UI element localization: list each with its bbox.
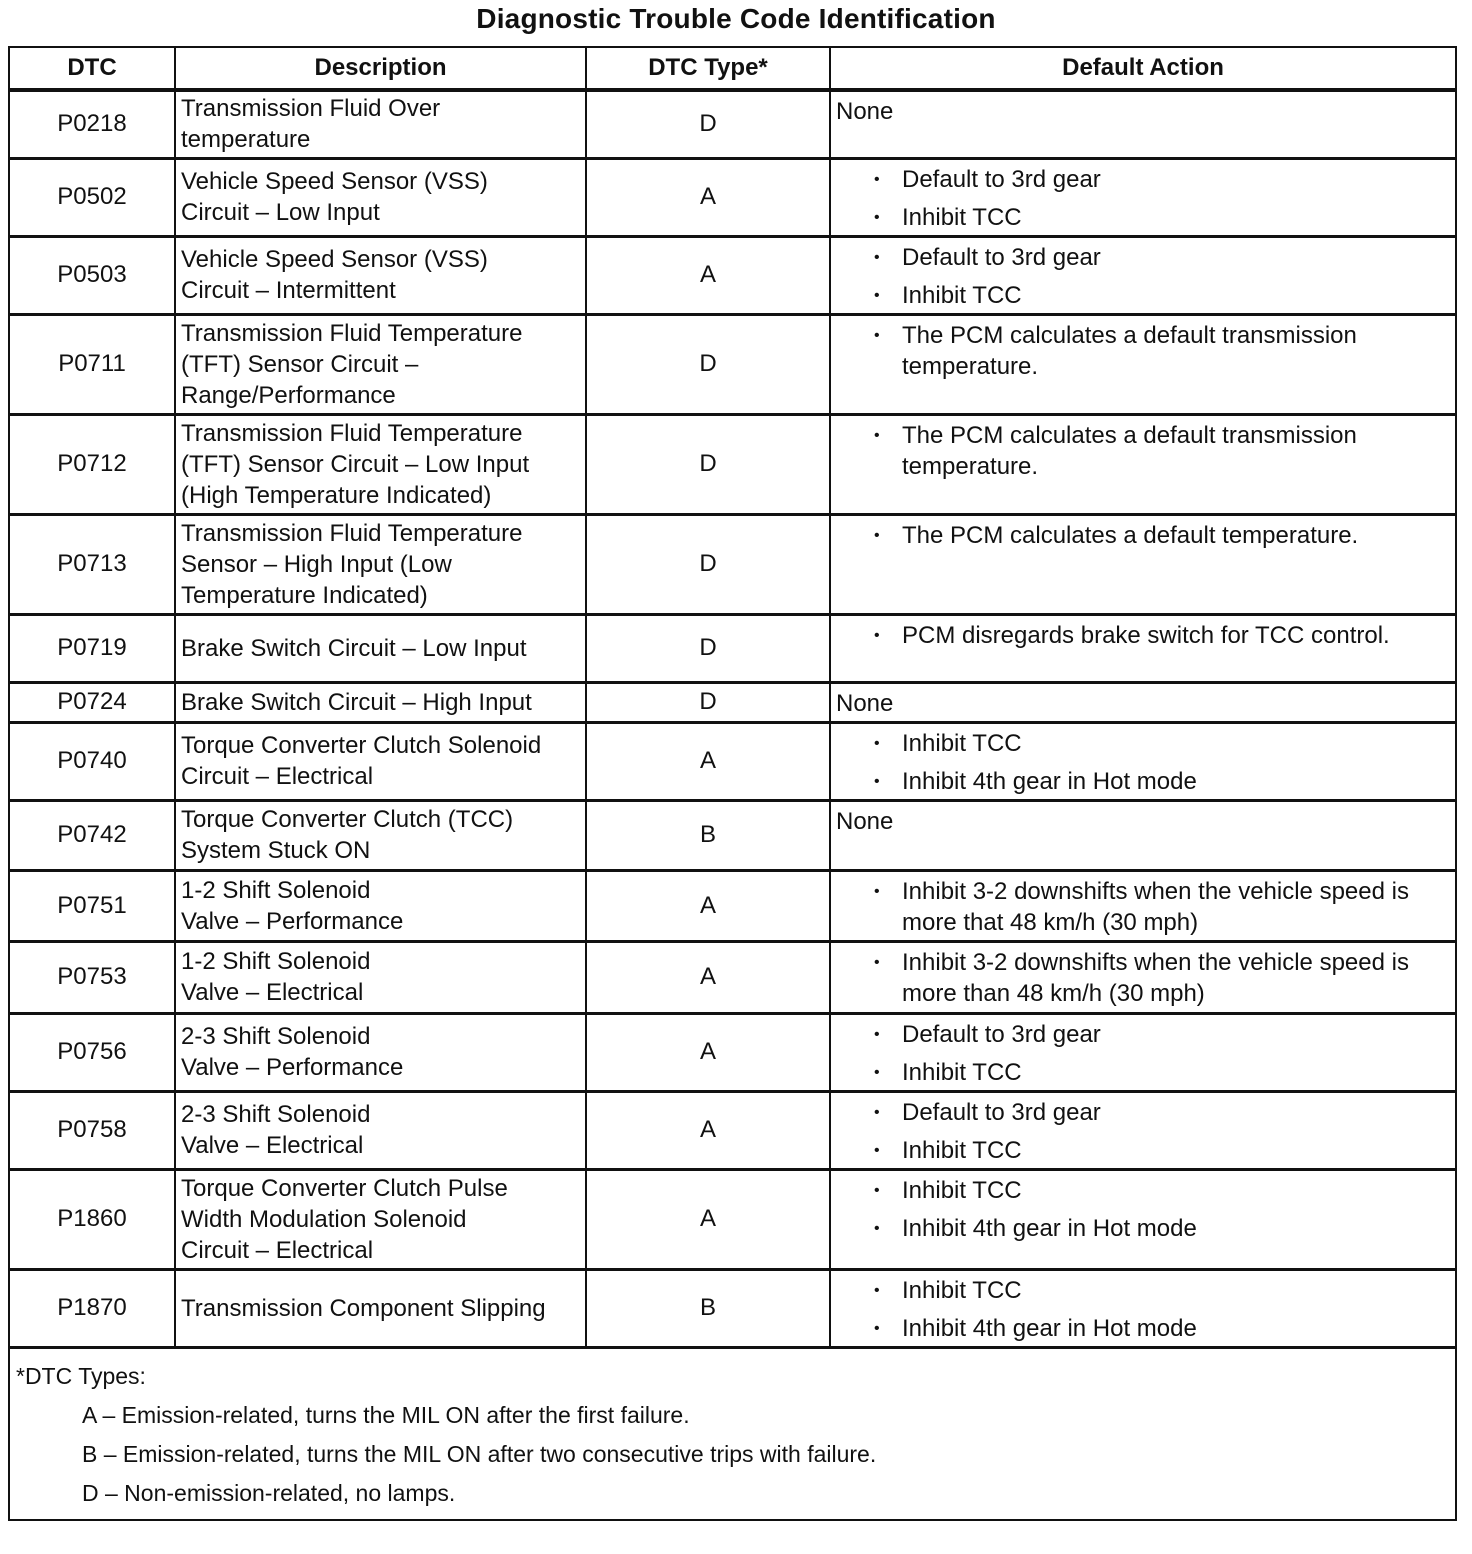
dtc-code-cell: P0713 xyxy=(9,514,175,614)
dtc-type-cell: A xyxy=(586,1169,830,1269)
action-list xyxy=(836,728,1445,797)
bullet-icon: • xyxy=(874,326,880,344)
action-item xyxy=(836,164,1445,195)
default-action-cell xyxy=(830,414,1456,514)
action-text: Default to 3rd gear xyxy=(902,165,1101,193)
action-text: PCM disregards brake switch for TCC control. xyxy=(902,621,1390,649)
default-action-cell xyxy=(830,800,1456,870)
bullet-icon: • xyxy=(874,1141,880,1159)
description-cell xyxy=(175,614,586,682)
bullet-icon: • xyxy=(874,734,880,752)
dtc-type-cell: D xyxy=(586,314,830,414)
description-cell xyxy=(175,941,586,1013)
description-line: Circuit – Intermittent xyxy=(181,277,396,304)
action-item xyxy=(836,766,1445,797)
dtc-type-cell: D xyxy=(586,514,830,614)
action-item xyxy=(836,1275,1445,1306)
description-cell xyxy=(175,682,586,722)
header-dtc-type: DTC Type* xyxy=(586,47,830,90)
description-line: Transmission Fluid Over xyxy=(181,95,441,123)
description-cell xyxy=(175,514,586,614)
action-item xyxy=(836,1097,1445,1128)
action-text: Default to 3rd gear xyxy=(902,243,1101,271)
action-none-text: None xyxy=(836,98,894,125)
footnote-item-b: B – Emission-related, turns the MIL ON after two consecutive trips with failure. xyxy=(82,1440,877,1467)
dtc-type-cell: A xyxy=(586,870,830,941)
action-item xyxy=(836,420,1445,482)
default-action-cell xyxy=(830,722,1456,800)
description-line: Circuit – Electrical xyxy=(181,1236,374,1264)
description-cell xyxy=(175,158,586,236)
action-text: Inhibit TCC xyxy=(902,1058,1022,1086)
action-item xyxy=(836,1135,1445,1166)
dtc-type-cell: A xyxy=(586,1091,830,1169)
action-item xyxy=(836,1175,1445,1206)
dtc-code-cell: P0712 xyxy=(9,414,175,514)
action-text: The PCM calculates a default temperature. xyxy=(902,521,1359,549)
table-row xyxy=(9,1169,1456,1269)
description-line: Brake Switch Circuit – High Input xyxy=(181,688,532,716)
action-text: Inhibit TCC xyxy=(902,203,1022,231)
footnote-item-d: D – Non-emission-related, no lamps. xyxy=(82,1479,456,1506)
action-list xyxy=(836,420,1445,482)
bullet-icon: • xyxy=(874,1281,880,1299)
description-cell xyxy=(175,90,586,158)
description-line: Valve – Electrical xyxy=(181,979,364,1006)
description-cell xyxy=(175,314,586,414)
description-line: Torque Converter Clutch Solenoid xyxy=(181,732,542,759)
description-line: System Stuck ON xyxy=(181,837,371,864)
description-cell xyxy=(175,722,586,800)
bullet-icon: • xyxy=(874,626,880,644)
bullet-icon: • xyxy=(874,1103,880,1121)
action-list xyxy=(836,164,1445,233)
bullet-icon: • xyxy=(874,1219,880,1237)
bullet-icon: • xyxy=(874,208,880,226)
action-text: Inhibit TCC xyxy=(902,729,1022,757)
description-cell xyxy=(175,800,586,870)
action-list xyxy=(836,1175,1445,1244)
table-row xyxy=(9,941,1456,1013)
table-footnote xyxy=(9,1347,1456,1520)
bullet-icon: • xyxy=(874,882,880,900)
table-row xyxy=(9,158,1456,236)
default-action-cell xyxy=(830,870,1456,941)
default-action-cell xyxy=(830,941,1456,1013)
description-line: Valve – Electrical xyxy=(181,1132,364,1159)
footnote-cell xyxy=(9,1347,1456,1520)
description-line: 2-3 Shift Solenoid xyxy=(181,1101,371,1128)
action-item xyxy=(836,320,1445,382)
action-text: Inhibit TCC xyxy=(902,1276,1022,1304)
action-item xyxy=(836,1019,1445,1050)
dtc-code-cell: P0724 xyxy=(9,682,175,722)
dtc-type-cell: A xyxy=(586,158,830,236)
bullet-icon: • xyxy=(874,772,880,790)
table-row xyxy=(9,236,1456,314)
bullet-icon: • xyxy=(874,248,880,266)
action-list xyxy=(836,620,1445,651)
action-text: Inhibit 4th gear in Hot mode xyxy=(902,1214,1197,1242)
dtc-type-cell: D xyxy=(586,614,830,682)
dtc-table xyxy=(8,46,1457,1521)
bullet-icon: • xyxy=(874,1181,880,1199)
dtc-type-cell: D xyxy=(586,682,830,722)
description-line: Torque Converter Clutch (TCC) xyxy=(181,806,514,833)
action-list xyxy=(836,520,1445,551)
bullet-icon: • xyxy=(874,286,880,304)
dtc-code-cell: P0740 xyxy=(9,722,175,800)
action-text: Inhibit TCC xyxy=(902,1136,1022,1164)
default-action-cell xyxy=(830,682,1456,722)
dtc-type-cell: A xyxy=(586,722,830,800)
table-body xyxy=(9,90,1456,1347)
action-text: The PCM calculates a default transmission temperature. xyxy=(902,321,1357,380)
description-cell xyxy=(175,1091,586,1169)
action-item xyxy=(836,202,1445,233)
footnote-row xyxy=(9,1347,1456,1520)
description-line: temperature xyxy=(181,126,311,154)
bullet-icon: • xyxy=(874,1319,880,1337)
description-line: Temperature Indicated) xyxy=(181,581,428,609)
default-action-cell xyxy=(830,1169,1456,1269)
action-list xyxy=(836,320,1445,382)
dtc-code-cell: P0756 xyxy=(9,1013,175,1091)
table-row xyxy=(9,870,1456,941)
header-description: Description xyxy=(175,47,586,90)
description-line: Valve – Performance xyxy=(181,907,404,935)
description-line: Torque Converter Clutch Pulse xyxy=(181,1174,508,1202)
description-cell xyxy=(175,414,586,514)
description-line: 1-2 Shift Solenoid xyxy=(181,948,371,975)
description-line: Transmission Fluid Temperature xyxy=(181,319,523,347)
default-action-cell xyxy=(830,514,1456,614)
dtc-code-cell: P0751 xyxy=(9,870,175,941)
table-row xyxy=(9,1013,1456,1091)
action-item xyxy=(836,728,1445,759)
dtc-code-cell: P0742 xyxy=(9,800,175,870)
header-default-action: Default Action xyxy=(830,47,1456,90)
bullet-icon: • xyxy=(874,526,880,544)
table-row xyxy=(9,682,1456,722)
description-cell xyxy=(175,236,586,314)
action-item xyxy=(836,1057,1445,1088)
description-line: 1-2 Shift Solenoid xyxy=(181,876,371,904)
bullet-icon: • xyxy=(874,426,880,444)
description-line: Transmission Component Slipping xyxy=(181,1294,546,1322)
action-item xyxy=(836,1313,1445,1344)
page-title: Diagnostic Trouble Code Identification xyxy=(476,3,996,34)
description-line: Circuit – Electrical xyxy=(181,763,374,790)
footnote-heading: *DTC Types: xyxy=(16,1362,146,1389)
description-cell xyxy=(175,1013,586,1091)
description-line: Range/Performance xyxy=(181,381,396,409)
footnote-item-a: A – Emission-related, turns the MIL ON after the first failure. xyxy=(82,1401,690,1428)
dtc-code-cell: P0719 xyxy=(9,614,175,682)
action-item xyxy=(836,520,1445,551)
default-action-cell xyxy=(830,1013,1456,1091)
table-row xyxy=(9,1091,1456,1169)
action-item xyxy=(836,1213,1445,1244)
header-row xyxy=(9,47,1456,90)
description-cell xyxy=(175,870,586,941)
table-row xyxy=(9,722,1456,800)
dtc-code-cell: P0218 xyxy=(9,90,175,158)
description-cell xyxy=(175,1169,586,1269)
dtc-type-cell: B xyxy=(586,800,830,870)
action-text: Inhibit 3-2 downshifts when the vehicle speed is more than 48 km/h (30 mph) xyxy=(902,948,1409,1007)
action-text: Inhibit TCC xyxy=(902,281,1022,309)
header-dtc: DTC xyxy=(9,47,175,90)
description-line: 2-3 Shift Solenoid xyxy=(181,1023,371,1050)
action-item xyxy=(836,876,1445,938)
default-action-cell xyxy=(830,314,1456,414)
default-action-cell xyxy=(830,158,1456,236)
table-row xyxy=(9,614,1456,682)
description-line: Vehicle Speed Sensor (VSS) xyxy=(181,246,488,273)
table-row xyxy=(9,414,1456,514)
dtc-code-cell: P1860 xyxy=(9,1169,175,1269)
action-text: Inhibit 3-2 downshifts when the vehicle speed is more that 48 km/h (30 mph) xyxy=(902,877,1409,936)
table-row xyxy=(9,314,1456,414)
action-list xyxy=(836,876,1445,938)
table-row xyxy=(9,90,1456,158)
dtc-type-cell: A xyxy=(586,236,830,314)
dtc-code-cell: P0503 xyxy=(9,236,175,314)
dtc-type-cell: B xyxy=(586,1269,830,1347)
description-cell xyxy=(175,1269,586,1347)
action-item xyxy=(836,280,1445,311)
description-line: Circuit – Low Input xyxy=(181,199,380,226)
dtc-code-cell: P0502 xyxy=(9,158,175,236)
action-text: Default to 3rd gear xyxy=(902,1098,1101,1126)
action-none-text: None xyxy=(836,807,894,835)
bullet-icon: • xyxy=(874,170,880,188)
action-list xyxy=(836,1019,1445,1088)
description-line: Transmission Fluid Temperature xyxy=(181,519,523,547)
description-line: Valve – Performance xyxy=(181,1054,404,1081)
table-row xyxy=(9,1269,1456,1347)
dtc-type-cell: D xyxy=(586,414,830,514)
action-item xyxy=(836,620,1445,651)
action-list xyxy=(836,947,1445,1009)
description-line: Transmission Fluid Temperature xyxy=(181,419,523,447)
bullet-icon: • xyxy=(874,1025,880,1043)
action-text: Inhibit 4th gear in Hot mode xyxy=(902,767,1197,795)
action-text: Inhibit TCC xyxy=(902,1176,1022,1204)
description-line: (High Temperature Indicated) xyxy=(181,481,492,509)
default-action-cell xyxy=(830,236,1456,314)
action-none-text: None xyxy=(836,689,894,717)
bullet-icon: • xyxy=(874,953,880,971)
action-item xyxy=(836,242,1445,273)
dtc-code-cell: P0753 xyxy=(9,941,175,1013)
description-line: Width Modulation Solenoid xyxy=(181,1205,467,1233)
action-list xyxy=(836,242,1445,311)
dtc-code-cell: P0711 xyxy=(9,314,175,414)
action-item xyxy=(836,947,1445,1009)
action-text: Inhibit 4th gear in Hot mode xyxy=(902,1314,1197,1342)
description-line: Sensor – High Input (Low xyxy=(181,550,452,578)
description-line: Vehicle Speed Sensor (VSS) xyxy=(181,168,488,195)
action-text: The PCM calculates a default transmission temperature. xyxy=(902,421,1357,480)
bullet-icon: • xyxy=(874,1063,880,1081)
dtc-type-cell: A xyxy=(586,941,830,1013)
dtc-type-cell: D xyxy=(586,90,830,158)
action-list xyxy=(836,1275,1445,1344)
dtc-type-cell: A xyxy=(586,1013,830,1091)
action-list xyxy=(836,1097,1445,1166)
description-line: (TFT) Sensor Circuit – Low Input xyxy=(181,450,530,478)
default-action-cell xyxy=(830,1091,1456,1169)
description-line: Brake Switch Circuit – Low Input xyxy=(181,634,527,662)
dtc-code-cell: P0758 xyxy=(9,1091,175,1169)
default-action-cell xyxy=(830,1269,1456,1347)
action-text: Default to 3rd gear xyxy=(902,1020,1101,1048)
description-line: (TFT) Sensor Circuit – xyxy=(181,350,419,378)
table-row xyxy=(9,800,1456,870)
default-action-cell xyxy=(830,614,1456,682)
dtc-code-cell: P1870 xyxy=(9,1269,175,1347)
table-header xyxy=(9,47,1456,90)
table-row xyxy=(9,514,1456,614)
default-action-cell xyxy=(830,90,1456,158)
